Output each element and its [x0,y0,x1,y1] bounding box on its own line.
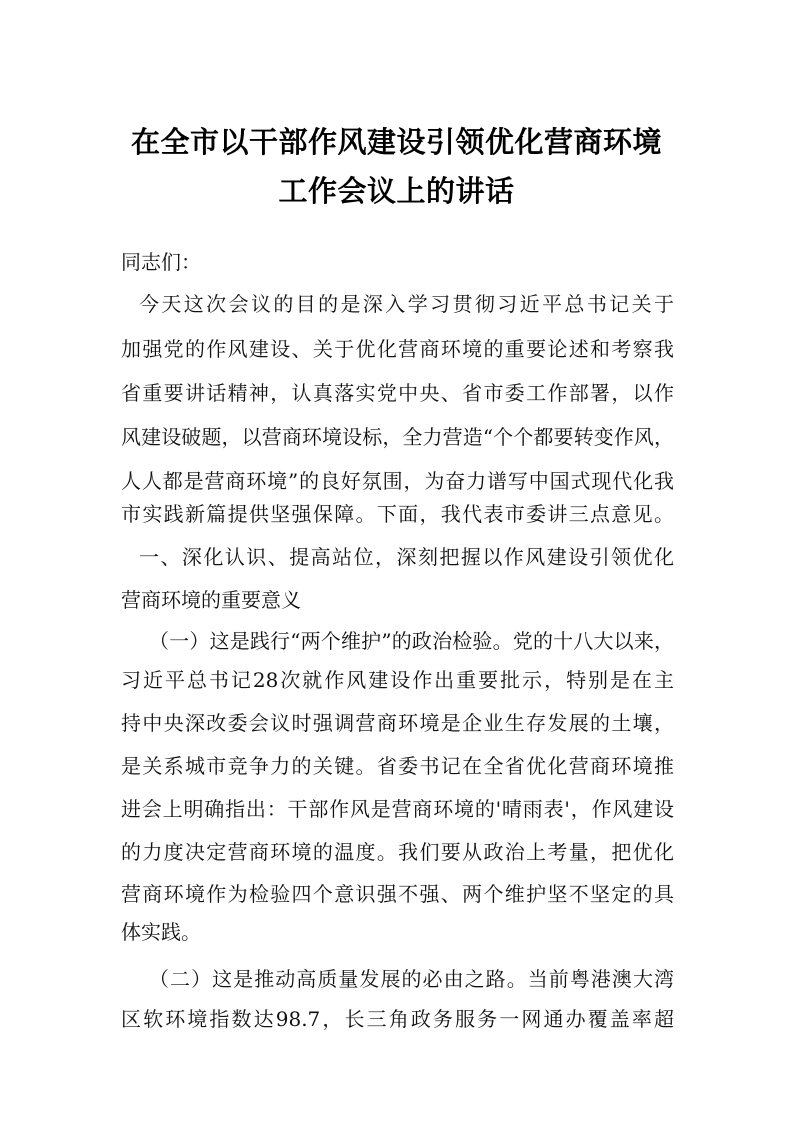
document-title-line-2: 工作会议上的讲话 [278,174,515,208]
document-title-line-1: 在全市以干部作风建设引领优化营商环境 [130,125,662,159]
section-heading-line: 一、深化认识、提高站位，深刻把握以作风建设引领优化 [139,545,674,569]
paragraph-line: 营商环境作为检验四个意识强不强、两个维护坚不坚定的具 [121,882,674,906]
paragraph-line: 是关系城市竞争力的关键。省委书记在全省优化营商环境推 [121,754,674,778]
paragraph-line: （二）这是推动高质量发展的必由之路。当前粤港澳大湾 [149,967,674,991]
paragraph-line: 市实践新篇提供坚强保障。下面，我代表市委讲三点意见。 [121,502,674,526]
paragraph-line: 省重要讲话精神，认真落实党中央、省市委工作部署，以作 [121,381,674,405]
paragraph-line: 体实践。 [121,920,201,944]
paragraph-line: 加强党的作风建设、关于优化营商环境的重要论述和考察我 [121,337,674,361]
paragraph-line: （一）这是践行“两个维护”的政治检验。党的十八大以来， [149,629,674,653]
greeting: 同志们： [121,250,201,274]
paragraph-line: 的力度决定营商环境的温度。我们要从政治上考量，把优化 [121,840,674,864]
paragraph-line: 持中央深改委会议时强调营商环境是企业生存发展的土壤， [121,711,674,735]
paragraph-line: 进会上明确指出：干部作风是营商环境的'晴雨表'，作风建设 [121,797,674,821]
section-heading-line: 营商环境的重要意义 [121,588,301,612]
paragraph-line: 今天这次会议的目的是深入学习贯彻习近平总书记关于 [139,292,674,316]
paragraph-line: 习近平总书记28次就作风建设作出重要批示，特别是在主 [121,668,674,692]
paragraph-line: 风建设破题，以营商环境设标，全力营造“个个都要转变作风， [121,425,674,449]
paragraph-line: 区软环境指数达98.7，长三角政务服务一网通办覆盖率超 [121,1007,674,1031]
paragraph-line: 人人都是营商环境”的良好氛围，为奋力谱写中国式现代化我 [121,469,674,493]
